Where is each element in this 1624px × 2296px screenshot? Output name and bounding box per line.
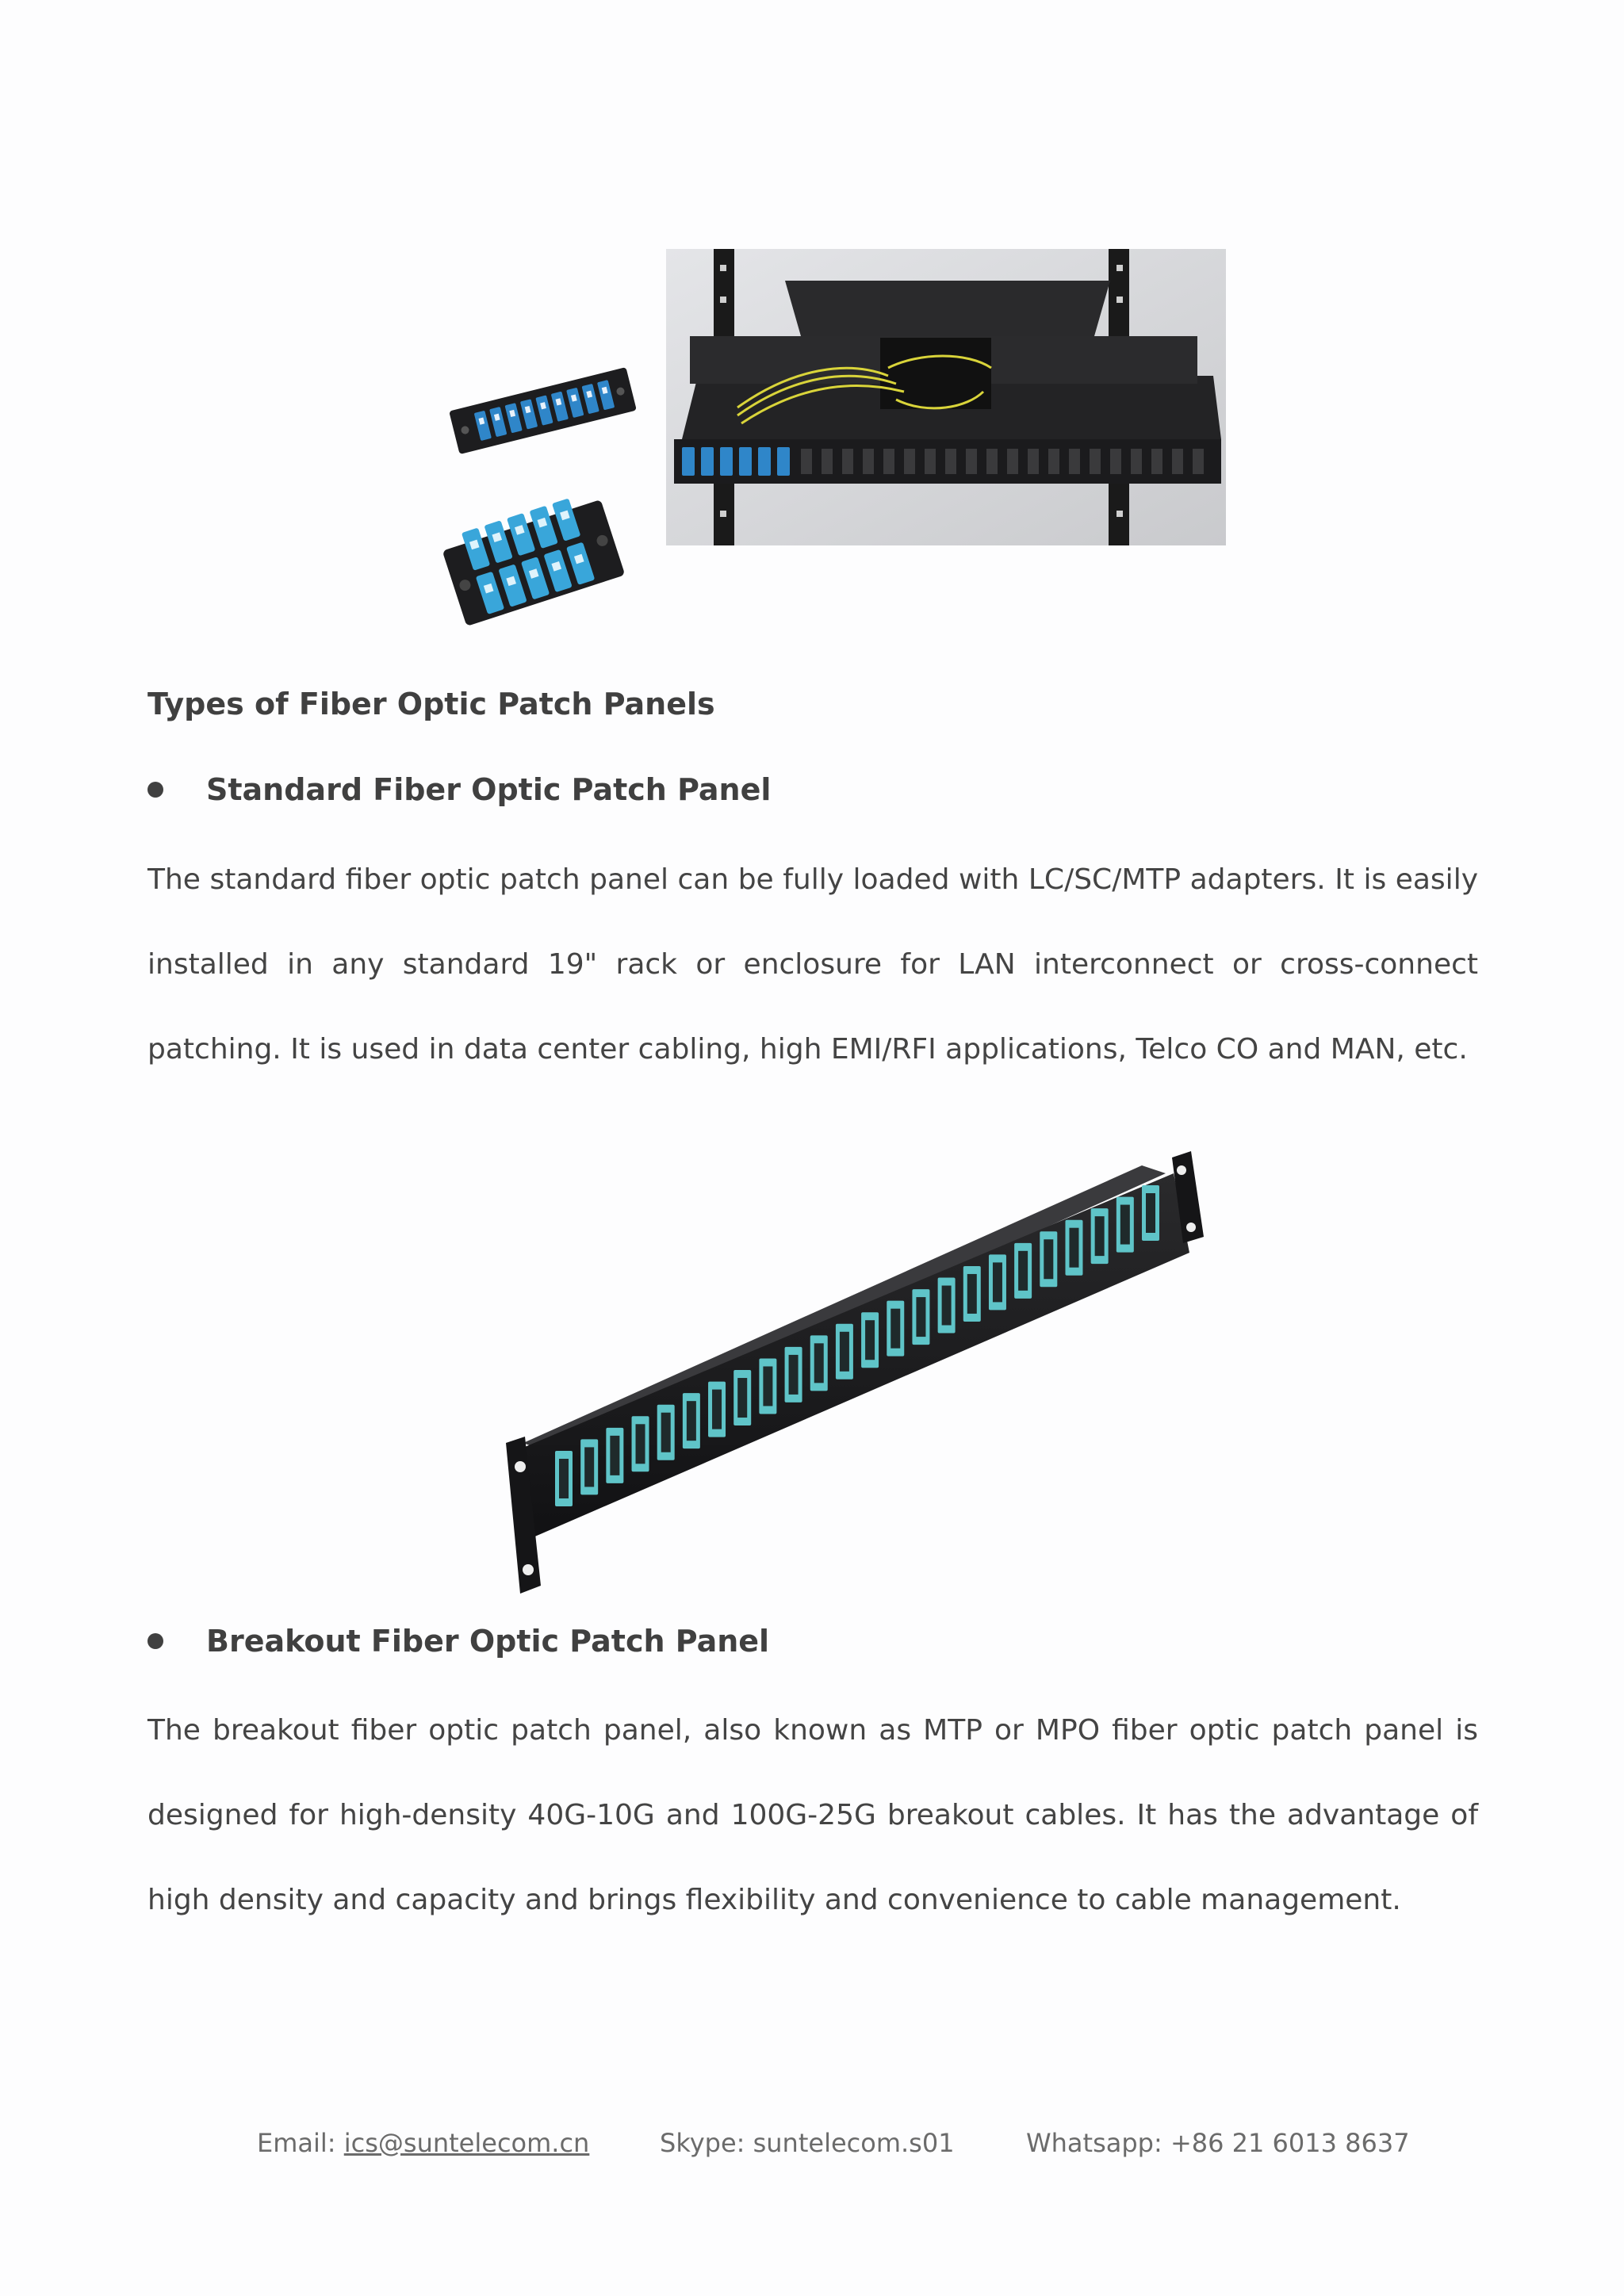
adapter-port-slot (559, 1459, 569, 1498)
adapter-port-slot (610, 1436, 619, 1475)
adapter-port-slot (763, 1366, 772, 1406)
footer-email-label: Email: (257, 2128, 344, 2158)
email-link[interactable]: ics@suntelecom.cn (343, 2128, 590, 2158)
adapter-port-slot (865, 1320, 875, 1360)
section-title: Types of Fiber Optic Patch Panels (147, 687, 715, 721)
paragraph-standard: The standard fiber optic patch panel can be fully loaded with LC/SC/MTP adapters. It is easily installed in any standard 19" rack or enclosure for LAN interconnect or cross-connect patching. It is used in data center cabling, high EMI/RFI applications, Telco CO and MAN, etc. (147, 863, 1478, 1066)
bullet-icon (147, 1633, 163, 1649)
adapter-port-slot (712, 1390, 722, 1429)
adapter-port-slot (840, 1332, 849, 1372)
adapter-port-slot (967, 1274, 977, 1314)
footer-whatsapp: Whatsapp: +86 21 6013 8637 (1026, 2128, 1410, 2158)
adapter-plate-image (435, 492, 633, 634)
standard-patch-panel-image (492, 1142, 1237, 1601)
adapter-port-slot (916, 1297, 925, 1337)
adapter-port-slot (993, 1262, 1002, 1302)
bullet-label: Breakout Fiber Optic Patch Panel (206, 1624, 770, 1659)
adapter-port-slot (737, 1378, 747, 1418)
footer-skype: Skype: suntelecom.s01 (660, 2128, 955, 2158)
adapter-port-slot (1044, 1239, 1053, 1279)
adapter-port-slot (1146, 1193, 1155, 1233)
adapter-port-slot (1095, 1216, 1105, 1256)
small-patch-panel-image (444, 341, 642, 484)
paragraph-breakout: The breakout fiber optic patch panel, also known as MTP or MPO fiber optic patch panel is designed for high-density 40G-10G and 100G-25G breakout cables. It has the advantage of high density and capacity and brings flexibility and convenience to cable management. (147, 1714, 1478, 1916)
adapter-port-slot (1120, 1205, 1130, 1245)
adapter-port-slot (942, 1286, 952, 1326)
adapter-port-slot (814, 1343, 824, 1383)
adapter-port-slot (687, 1401, 696, 1441)
bullet-icon (147, 782, 163, 798)
adapter-port-slot (891, 1309, 900, 1349)
bullet-label: Standard Fiber Optic Patch Panel (206, 772, 772, 807)
adapter-port-slot (584, 1447, 594, 1487)
footer-email (257, 2128, 589, 2158)
adapter-port-slot (1069, 1228, 1078, 1268)
bullet-item-standard (147, 772, 771, 807)
adapter-port-slot (661, 1413, 671, 1452)
rack-drawer-image (666, 249, 1226, 545)
adapter-port-slot (636, 1424, 645, 1464)
adapter-port-slot (1018, 1251, 1028, 1291)
bullet-item-breakout (147, 1624, 769, 1659)
adapter-port-slot (789, 1355, 799, 1395)
